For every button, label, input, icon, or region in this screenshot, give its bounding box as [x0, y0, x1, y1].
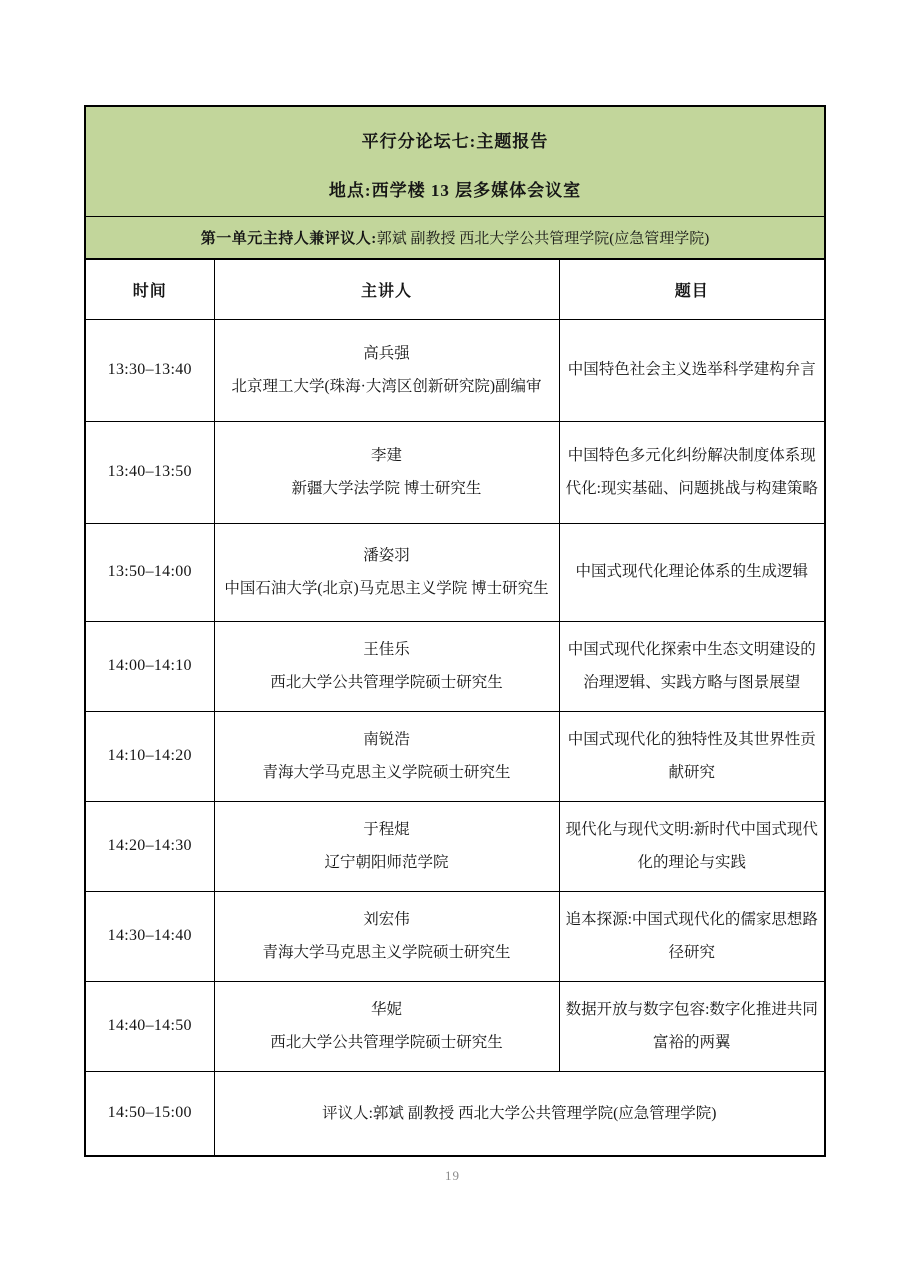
time-cell: 14:30–14:40 — [85, 891, 214, 981]
column-header-row — [85, 259, 825, 319]
forum-title: 平行分论坛七:主题报告 — [361, 132, 549, 152]
speaker-name: 刘宏伟 — [363, 910, 410, 928]
speaker-name: 于程焜 — [363, 820, 410, 838]
speaker-name: 李建 — [370, 446, 402, 464]
speaker-name: 华妮 — [370, 1000, 402, 1018]
topic-cell: 现代化与现代文明:新时代中国式现代化的理论与实践 — [559, 801, 825, 891]
time-cell: 13:40–13:50 — [85, 421, 214, 523]
time-cell: 13:30–13:40 — [85, 319, 214, 421]
forum-location: 地点:西学楼 13 层多媒体会议室 — [328, 181, 582, 201]
speaker-cell — [214, 621, 559, 711]
closing-row — [85, 1071, 825, 1156]
table-row — [85, 621, 825, 711]
speaker-cell — [214, 801, 559, 891]
table-row — [85, 421, 825, 523]
moderator-label: 第一单元主持人兼评议人: — [200, 230, 377, 247]
speaker-name: 潘姿羽 — [363, 546, 410, 564]
speaker-affiliation: 新疆大学法学院 博士研究生 — [291, 480, 482, 497]
speaker-affiliation: 西北大学公共管理学院硕士研究生 — [270, 1034, 503, 1051]
topic-cell: 中国特色多元化纠纷解决制度体系现代化:现实基础、问题挑战与构建策略 — [559, 421, 825, 523]
topic-cell: 追本探源:中国式现代化的儒家思想路径研究 — [559, 891, 825, 981]
moderator-cell — [85, 216, 825, 259]
speaker-cell — [214, 891, 559, 981]
topic-cell: 中国式现代化探索中生态文明建设的治理逻辑、实践方略与图景展望 — [559, 621, 825, 711]
topic-cell: 数据开放与数字包容:数字化推进共同富裕的两翼 — [559, 981, 825, 1071]
table-row — [85, 711, 825, 801]
speaker-cell — [214, 523, 559, 621]
speaker-cell — [214, 421, 559, 523]
column-header-speaker: 主讲人 — [214, 259, 559, 319]
speaker-cell — [214, 711, 559, 801]
speaker-cell — [214, 319, 559, 421]
speaker-affiliation: 西北大学公共管理学院硕士研究生 — [270, 674, 503, 691]
speaker-affiliation: 辽宁朝阳师范学院 — [324, 854, 449, 871]
moderator-row — [85, 216, 825, 259]
speaker-affiliation: 中国石油大学(北京)马克思主义学院 博士研究生 — [224, 580, 549, 597]
closing-content-cell: 评议人:郭斌 副教授 西北大学公共管理学院(应急管理学院) — [214, 1071, 825, 1156]
table-row — [85, 891, 825, 981]
table-row — [85, 981, 825, 1071]
speaker-name: 南锐浩 — [363, 730, 410, 748]
time-cell: 14:00–14:10 — [85, 621, 214, 711]
speaker-affiliation: 青海大学马克思主义学院硕士研究生 — [262, 764, 511, 781]
topic-cell: 中国式现代化的独特性及其世界性贡献研究 — [559, 711, 825, 801]
forum-header-cell — [85, 106, 825, 216]
speaker-affiliation: 北京理工大学(珠海·大湾区创新研究院)副编审 — [231, 378, 542, 395]
time-cell: 13:50–14:00 — [85, 523, 214, 621]
time-cell: 14:50–15:00 — [85, 1071, 214, 1156]
column-header-topic: 题目 — [559, 259, 825, 319]
moderator-value: 郭斌 副教授 西北大学公共管理学院(应急管理学院) — [376, 230, 710, 247]
speaker-affiliation: 青海大学马克思主义学院硕士研究生 — [262, 944, 511, 961]
time-cell: 14:10–14:20 — [85, 711, 214, 801]
time-cell: 14:20–14:30 — [85, 801, 214, 891]
column-header-time: 时间 — [85, 259, 214, 319]
table-row — [85, 319, 825, 421]
topic-cell: 中国式现代化理论体系的生成逻辑 — [559, 523, 825, 621]
time-cell: 14:40–14:50 — [85, 981, 214, 1071]
table-row — [85, 801, 825, 891]
forum-header-row — [85, 106, 825, 216]
speaker-cell — [214, 981, 559, 1071]
speaker-name: 王佳乐 — [363, 640, 410, 658]
forum-program-table — [84, 105, 826, 1157]
speaker-name: 高兵强 — [363, 344, 410, 362]
topic-cell: 中国特色社会主义选举科学建构弁言 — [559, 319, 825, 421]
table-row — [85, 523, 825, 621]
page-number: 19 — [445, 1168, 460, 1183]
